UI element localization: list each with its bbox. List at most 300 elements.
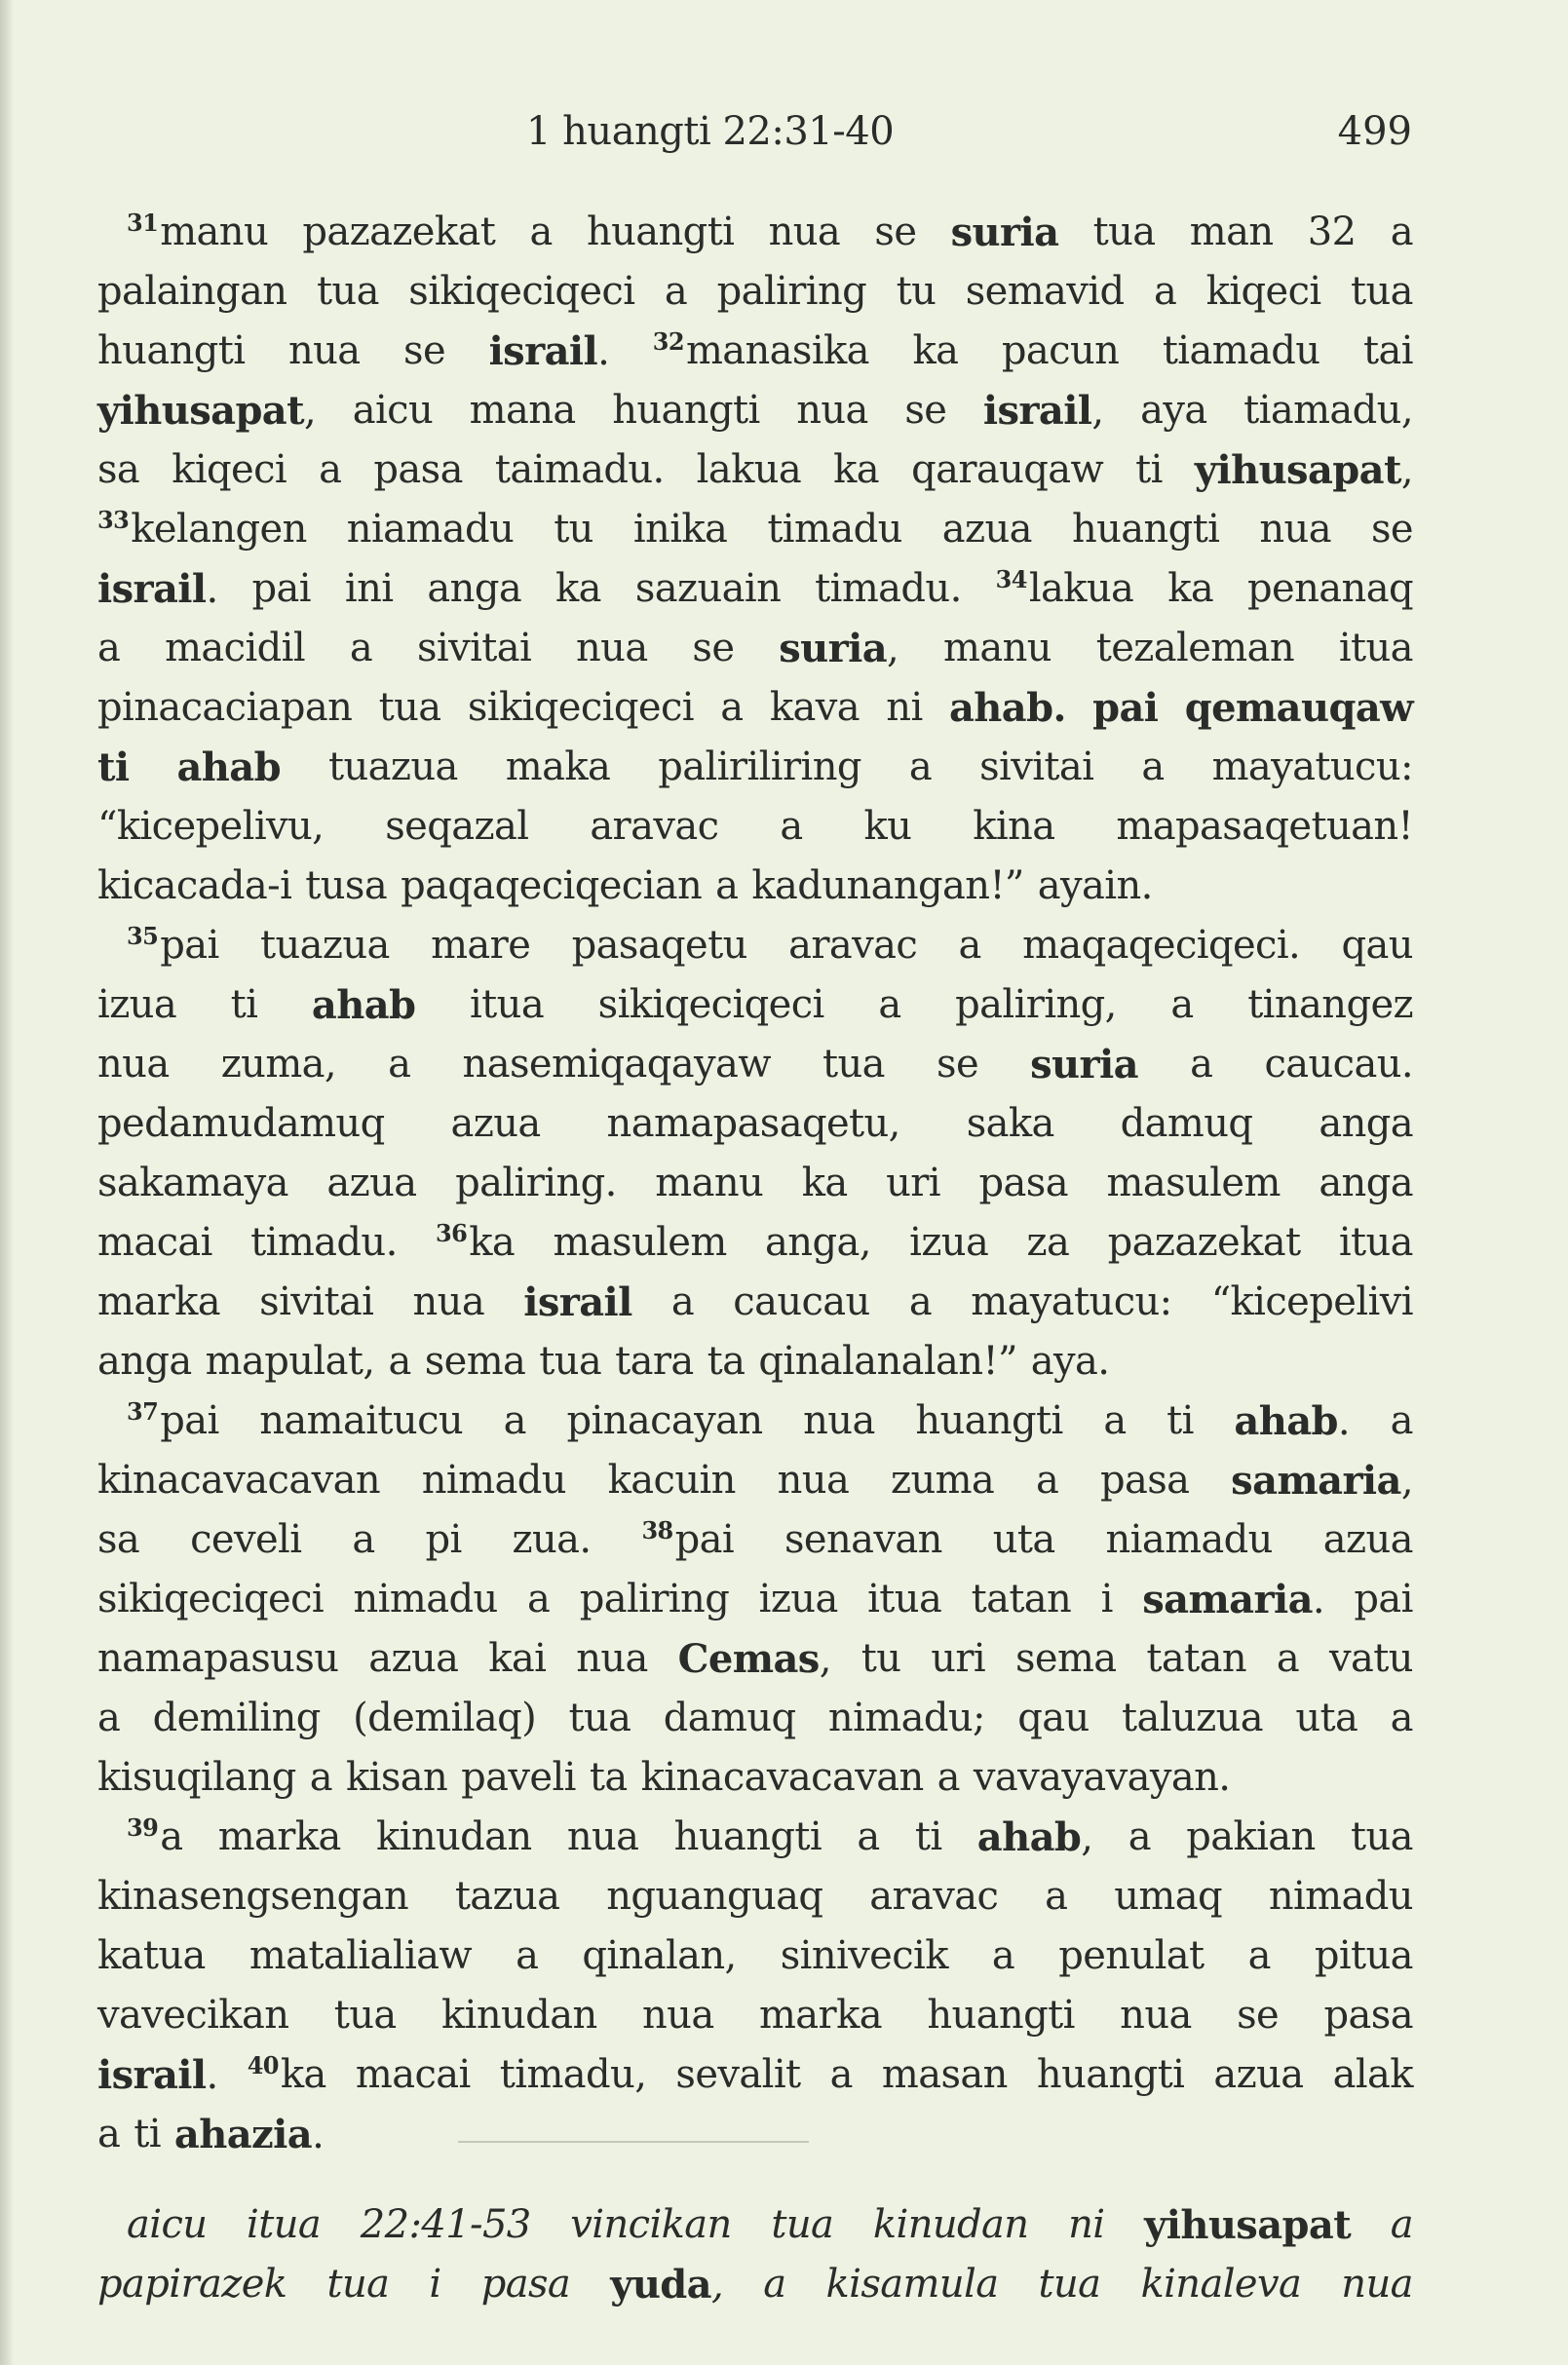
- word: [671, 1273, 694, 1332]
- word: [513, 1510, 592, 1570]
- text-run: kacuin: [607, 1458, 736, 1503]
- word: [1037, 2045, 1184, 2105]
- text-run: kisan: [345, 1755, 448, 1800]
- emphasized-name: yuda: [610, 2262, 711, 2308]
- word: [1100, 1451, 1189, 1510]
- word: [1248, 1926, 1271, 1986]
- word: [759, 1570, 838, 1629]
- emphasized-name: yihusapat: [1144, 2202, 1352, 2248]
- text-run: a: [1390, 210, 1413, 254]
- word: [1231, 1451, 1413, 1510]
- word: [1167, 559, 1213, 619]
- text-run: a: [503, 1398, 526, 1443]
- text-run: tua: [326, 2262, 390, 2307]
- word: [504, 1392, 526, 1451]
- word: [153, 1689, 321, 1748]
- word: [488, 1629, 546, 1689]
- text-run: marka: [758, 1993, 882, 2038]
- text-run: saka: [966, 1101, 1054, 1146]
- word: [1391, 1392, 1413, 1451]
- word: [127, 2195, 207, 2255]
- text-run: katua: [97, 1933, 206, 1978]
- text-run: anga: [97, 1339, 192, 1384]
- text-line: [97, 1213, 1413, 1273]
- text-run: uri: [931, 1636, 986, 1681]
- text-run: aya.: [1030, 1339, 1110, 1384]
- text-run: penulat: [1058, 1933, 1205, 1978]
- text-run: mayatucu:: [971, 1279, 1172, 1324]
- word: [958, 916, 980, 975]
- word: [427, 559, 521, 619]
- text-line: [97, 2045, 1413, 2105]
- word: [97, 262, 287, 322]
- word: [1277, 1629, 1299, 1689]
- text-line: [97, 262, 1413, 322]
- text-run: kai: [488, 1636, 547, 1681]
- word: [942, 500, 1032, 559]
- text-run: ,: [1400, 1459, 1413, 1504]
- word: [425, 1332, 526, 1392]
- text-run: huangti: [915, 1398, 1063, 1443]
- word: [1363, 322, 1413, 381]
- text-run: ,: [1081, 1815, 1093, 1860]
- word: [1247, 975, 1413, 1035]
- word: [697, 440, 802, 500]
- text-run: sivitai: [416, 626, 532, 670]
- word: [955, 975, 1117, 1035]
- text-run: kinacavacavan: [97, 1458, 380, 1503]
- word: [767, 500, 901, 559]
- word: [206, 1332, 375, 1392]
- word: [1211, 1273, 1413, 1332]
- word: [1324, 1986, 1413, 2045]
- word: [455, 1867, 560, 1926]
- text-run: macai: [355, 2052, 471, 2097]
- text-run: pasa: [1099, 1458, 1190, 1503]
- word: [653, 322, 869, 381]
- text-run: manasika: [685, 328, 869, 373]
- word: [1017, 1689, 1089, 1748]
- word: [388, 1332, 410, 1392]
- text-line: [97, 678, 1413, 738]
- text-run: .: [1312, 1578, 1325, 1622]
- text-run: tua: [1350, 1814, 1413, 1859]
- text-run: damuq: [1120, 1101, 1253, 1146]
- word: [655, 1154, 763, 1213]
- text-run: ,: [1091, 389, 1104, 434]
- word: [500, 2045, 647, 2105]
- word: [802, 1154, 848, 1213]
- text-run: se: [937, 1042, 979, 1087]
- text-run: kinudan: [872, 2202, 1029, 2247]
- text-run: marka: [97, 1279, 220, 1324]
- text-run: demiling: [152, 1696, 321, 1740]
- text-run: timadu.: [815, 566, 962, 611]
- text-run: a: [857, 1814, 880, 1859]
- text-run: ti: [1166, 1398, 1194, 1443]
- text-run: taimadu.: [494, 447, 665, 492]
- word: [1002, 322, 1119, 381]
- text-run: .: [597, 329, 610, 374]
- text-run: tiamadu,: [1243, 388, 1413, 433]
- word: [1036, 1451, 1058, 1510]
- text-line: [97, 559, 1413, 619]
- word: [1015, 1629, 1117, 1689]
- text-run: i: [1100, 1577, 1113, 1621]
- text-run: .: [312, 2113, 325, 2157]
- word: [97, 619, 120, 678]
- text-line: [97, 1926, 1413, 1986]
- text-run: papirazek: [97, 2262, 287, 2307]
- text-line: [97, 2105, 1413, 2164]
- text-line: [97, 203, 1413, 262]
- text-run: man: [1189, 210, 1274, 254]
- text-line: [97, 2255, 1413, 2314]
- text-run: itua: [469, 982, 545, 1027]
- word: [252, 559, 311, 619]
- text-run: aicu: [127, 2202, 208, 2247]
- word: [598, 975, 824, 1035]
- text-run: tiamadu: [1162, 328, 1320, 373]
- word: [97, 857, 291, 916]
- word: [909, 1213, 988, 1273]
- word: [516, 1926, 538, 1986]
- emphasized-name: ahab: [976, 1814, 1082, 1860]
- text-run: kava: [769, 685, 860, 730]
- word: [1058, 1926, 1204, 1986]
- text-run: a: [516, 1933, 539, 1978]
- text-run: a: [1153, 269, 1177, 314]
- emphasized-name: yihusapat: [97, 388, 305, 434]
- word: [635, 559, 781, 619]
- word: [1234, 1392, 1350, 1451]
- text-line: [97, 1808, 1413, 1867]
- text-run: pasa: [1323, 1993, 1413, 2038]
- word: [376, 1808, 532, 1867]
- text-run: zua.: [512, 1517, 592, 1562]
- text-run: inika: [632, 507, 728, 552]
- word: [174, 2105, 324, 2164]
- text-run: taluzua: [1122, 1696, 1264, 1740]
- emphasized-name: israil: [523, 1279, 632, 1325]
- word: [190, 1510, 301, 1570]
- text-run: qau: [1341, 923, 1413, 968]
- word: [97, 322, 245, 381]
- text-run: kadunangan!”: [751, 863, 1024, 908]
- text-run: paveli: [461, 1755, 576, 1800]
- word: [388, 1035, 410, 1094]
- word: [350, 619, 372, 678]
- emphasized-name: suria: [779, 626, 888, 671]
- word: [97, 1689, 120, 1748]
- section-divider: [458, 2141, 809, 2143]
- text-run: namaitucu: [259, 1398, 464, 1443]
- word: [97, 678, 352, 738]
- word: [218, 1808, 341, 1867]
- word: [590, 797, 718, 857]
- text-run: ka: [801, 1161, 848, 1205]
- text-run: pasa: [373, 447, 463, 492]
- text-run: nua: [796, 388, 868, 433]
- text-run: za: [1026, 1220, 1070, 1265]
- text-run: a: [97, 1696, 121, 1740]
- word: [334, 1986, 397, 2045]
- word: [1190, 1035, 1212, 1094]
- text-run: sikiqeciqeci: [408, 269, 635, 314]
- verse-number: 38: [641, 1516, 673, 1545]
- word: [312, 975, 416, 1035]
- text-run: sinivecik: [780, 1933, 948, 1978]
- text-run: ta: [589, 1755, 628, 1800]
- text-run: itua: [867, 1577, 942, 1621]
- section-summary: [97, 2195, 1413, 2314]
- text-run: ni: [1068, 2202, 1105, 2247]
- word: [97, 1273, 220, 1332]
- word: [259, 1392, 463, 1451]
- text-run: timadu.: [250, 1220, 398, 1265]
- text-run: 22:41-53: [360, 2202, 531, 2247]
- word: [891, 1451, 994, 1510]
- word: [326, 1154, 416, 1213]
- emphasized-name: ahab.: [948, 685, 1066, 731]
- text-run: a: [529, 210, 553, 254]
- text-run: huangti: [612, 388, 760, 433]
- text-run: paliring.: [455, 1161, 617, 1205]
- text-run: kinudan: [441, 1993, 597, 2038]
- word: [949, 678, 1066, 738]
- word: [665, 262, 687, 322]
- text-run: a: [763, 2262, 786, 2307]
- text-line: [97, 322, 1413, 381]
- word: [1045, 1867, 1067, 1926]
- verse-number: 37: [127, 1397, 159, 1426]
- word: [1339, 619, 1413, 678]
- text-run: paliring: [579, 1577, 730, 1621]
- text-line: [97, 2195, 1413, 2255]
- text-run: pitua: [1314, 1933, 1413, 1978]
- word: [441, 1986, 597, 2045]
- text-run: sema: [1014, 1636, 1117, 1681]
- text-run: masulem: [1106, 1161, 1281, 1205]
- word: [401, 857, 702, 916]
- text-run: .: [206, 567, 218, 612]
- word: [529, 203, 552, 262]
- text-run: ka: [833, 447, 880, 492]
- word: [1341, 2255, 1413, 2314]
- text-run: pasa: [480, 2262, 571, 2307]
- word: [1038, 857, 1153, 916]
- text-run: a: [1390, 1696, 1413, 1740]
- word: [815, 559, 962, 619]
- word: [97, 1332, 192, 1392]
- text-line: [97, 975, 1413, 1035]
- text-run: qinalanalan!”: [758, 1339, 1017, 1384]
- text-run: kisuqilang: [97, 1755, 296, 1800]
- word: [1351, 262, 1413, 322]
- word: [288, 322, 361, 381]
- text-run: namapasusu: [97, 1636, 339, 1681]
- emphasized-name: yihusapat: [1194, 447, 1401, 493]
- word: [97, 975, 176, 1035]
- word: [97, 440, 139, 500]
- word: [569, 1689, 631, 1748]
- emphasized-name: samaria: [1231, 1458, 1401, 1504]
- text-run: a: [1390, 2202, 1413, 2247]
- page-number: 499: [1337, 109, 1412, 154]
- text-run: tinangez: [1247, 982, 1413, 1027]
- text-run: ka: [1167, 566, 1214, 611]
- text-run: sivitai: [259, 1279, 374, 1324]
- text-run: ti: [134, 2112, 161, 2156]
- text-run: sevalit: [675, 2052, 801, 2097]
- text-run: manu: [655, 1161, 764, 1205]
- text-run: a: [908, 1279, 933, 1324]
- text-run: qinalan,: [582, 1933, 737, 1978]
- text-run: nua: [97, 1042, 170, 1087]
- word: [1391, 203, 1413, 262]
- text-run: huangti: [97, 328, 246, 373]
- word: [1213, 2045, 1303, 2105]
- word: [176, 738, 281, 797]
- text-run: se: [1371, 507, 1413, 552]
- text-run: ta: [707, 1339, 746, 1384]
- word: [1141, 738, 1164, 797]
- word: [250, 1213, 398, 1273]
- text-run: tuazua: [327, 744, 458, 789]
- word: [527, 1570, 550, 1629]
- text-run: se: [904, 388, 947, 433]
- word: [97, 2045, 218, 2105]
- word: [992, 1926, 1014, 1986]
- word: [878, 975, 900, 1035]
- text-run: izua: [909, 1220, 989, 1265]
- text-line: [97, 1689, 1413, 1748]
- text-run: a: [319, 447, 342, 492]
- word: [778, 1451, 850, 1510]
- word: [1108, 1213, 1301, 1273]
- text-run: ka: [469, 1220, 516, 1265]
- word: [1247, 559, 1413, 619]
- word: [771, 2195, 833, 2255]
- text-run: masulem: [553, 1220, 727, 1265]
- text-run: nua: [777, 1458, 850, 1503]
- text-run: matalialiaw: [249, 1933, 473, 1978]
- text-run: a: [527, 1577, 551, 1621]
- text-run: alak: [1332, 2052, 1413, 2097]
- word: [346, 1748, 447, 1808]
- text-run: palaingan: [97, 269, 287, 314]
- text-run: lakua: [696, 447, 802, 492]
- word: [373, 440, 462, 500]
- text-run: itua: [247, 2202, 322, 2247]
- word: [429, 2255, 440, 2314]
- word: [345, 559, 394, 619]
- text-run: nimadu;: [827, 1696, 985, 1740]
- text-run: azua: [450, 1101, 541, 1146]
- text-line: [97, 1570, 1413, 1629]
- word: [869, 1867, 998, 1926]
- word: [481, 2255, 570, 2314]
- word: [347, 500, 514, 559]
- word: [1339, 1213, 1413, 1273]
- text-run: itua: [1338, 626, 1413, 670]
- text-line: [97, 916, 1413, 975]
- text-run: timadu,: [499, 2052, 647, 2097]
- emphasized-name: israil: [97, 2052, 207, 2098]
- text-run: anga: [1319, 1161, 1413, 1205]
- word: [97, 2105, 120, 2164]
- emphasized-name: Cemas: [677, 1636, 820, 1682]
- text-run: nua: [576, 1636, 648, 1681]
- word: [554, 500, 593, 559]
- text-run: izua: [758, 1577, 838, 1621]
- word: [127, 916, 219, 975]
- text-run: niamadu: [1105, 1517, 1273, 1562]
- word: [1166, 1392, 1194, 1451]
- word: [97, 797, 324, 857]
- text-run: ti: [1135, 447, 1163, 492]
- word: [765, 1213, 871, 1273]
- text-run: ni: [886, 685, 923, 730]
- word: [1354, 1570, 1412, 1629]
- verse-number: 36: [436, 1219, 468, 1247]
- word: [1031, 1332, 1110, 1392]
- word: [555, 559, 601, 619]
- text-run: a: [1190, 1042, 1213, 1087]
- text-run: macidil: [165, 626, 306, 670]
- text-run: niamadu: [346, 507, 515, 552]
- text-run: ceveli: [190, 1517, 302, 1562]
- word: [971, 1273, 1171, 1332]
- verse-number: 35: [127, 922, 159, 950]
- text-run: a: [937, 1755, 960, 1800]
- word: [305, 857, 387, 916]
- text-run: a: [97, 626, 121, 670]
- text-run: huangti: [586, 210, 735, 254]
- emphasized-name: suria: [950, 210, 1059, 255]
- text-run: ini: [344, 566, 394, 611]
- word: [931, 1629, 985, 1689]
- text-run: kisamula: [825, 2262, 999, 2307]
- text-run: se: [874, 210, 917, 254]
- emphasized-name: pai: [1092, 685, 1159, 731]
- text-run: aya: [1140, 388, 1207, 433]
- word: [352, 1510, 374, 1570]
- word: [1103, 1392, 1126, 1451]
- word: [356, 2045, 471, 2105]
- text-run: se: [1237, 1993, 1280, 2038]
- text-run: caucau: [733, 1279, 870, 1324]
- text-run: a: [1035, 1458, 1059, 1503]
- text-run: huangti: [673, 1814, 822, 1859]
- text-run: qau: [1017, 1696, 1090, 1740]
- body-text: [97, 203, 1413, 2164]
- word: [675, 2045, 800, 2105]
- word: [769, 203, 841, 262]
- word: [973, 797, 1054, 857]
- text-run: itua: [1338, 1220, 1413, 1265]
- word: [641, 1748, 924, 1808]
- text-run: a: [309, 1755, 332, 1800]
- text-run: sakamaya: [97, 1161, 288, 1205]
- text-run: a: [352, 1517, 375, 1562]
- word: [97, 1748, 296, 1808]
- word: [231, 975, 258, 1035]
- word: [1140, 381, 1207, 440]
- text-run: kinaleva: [1140, 2262, 1302, 2307]
- text-run: azua: [326, 1161, 417, 1205]
- text-run: tezaleman: [1095, 626, 1295, 670]
